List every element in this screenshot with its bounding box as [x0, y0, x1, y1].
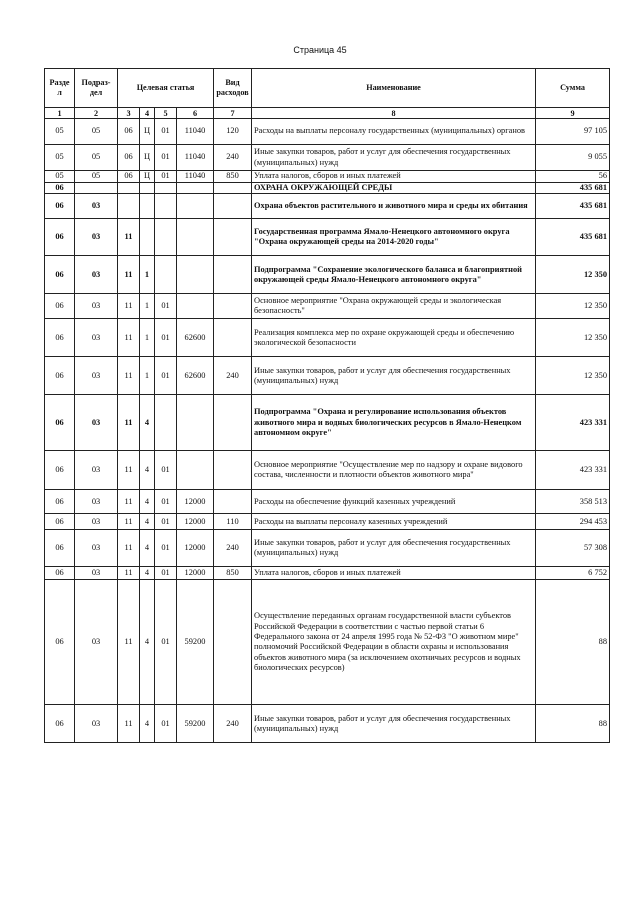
podrazdel-cell: 03 [75, 514, 118, 530]
table-row [45, 194, 610, 219]
activity-cell [155, 219, 177, 256]
subprogram-cell: 1 [140, 357, 155, 395]
item-name-cell: Иные закупки товаров, работ и услуг для обеспечения государственных (муниципальных) нужд [252, 705, 536, 743]
expense-type-cell [214, 451, 252, 490]
expense-type-cell [214, 256, 252, 294]
sum-cell: 6 752 [536, 567, 610, 580]
subprogram-cell: Ц [140, 171, 155, 183]
table-row [45, 490, 610, 514]
program-cell: 06 [118, 171, 140, 183]
program-cell: 11 [118, 219, 140, 256]
page-number: Страница 45 [293, 45, 347, 55]
header-podrazdel: Подраз-дел [75, 69, 118, 108]
item-name-cell: Расходы на обеспечение функций казенных учреждений [252, 490, 536, 514]
expense-type-cell: 240 [214, 357, 252, 395]
direction-cell: 62600 [177, 319, 214, 357]
header-name: Наименование [252, 69, 536, 108]
direction-cell: 12000 [177, 514, 214, 530]
activity-cell: 01 [155, 580, 177, 705]
header-row [45, 69, 610, 108]
activity-cell [155, 256, 177, 294]
podrazdel-cell: 03 [75, 490, 118, 514]
sum-cell: 57 308 [536, 530, 610, 567]
podrazdel-cell: 03 [75, 256, 118, 294]
column-number: 2 [75, 108, 118, 119]
podrazdel-cell: 03 [75, 194, 118, 219]
program-cell: 11 [118, 256, 140, 294]
razdel-cell: 06 [45, 256, 75, 294]
activity-cell: 01 [155, 319, 177, 357]
sum-cell: 435 681 [536, 194, 610, 219]
activity-cell [155, 194, 177, 219]
header-sum: Сумма [536, 69, 610, 108]
program-cell: 11 [118, 580, 140, 705]
column-number-row [45, 108, 610, 119]
razdel-cell: 06 [45, 705, 75, 743]
activity-cell [155, 395, 177, 451]
subprogram-cell: 4 [140, 567, 155, 580]
table-row [45, 705, 610, 743]
program-cell [118, 194, 140, 219]
item-name-cell: Расходы на выплаты персоналу государственных (муниципальных) органов [252, 119, 536, 145]
budget-table [44, 68, 610, 743]
column-number: 7 [214, 108, 252, 119]
subprogram-cell: 4 [140, 490, 155, 514]
table-row [45, 294, 610, 319]
podrazdel-cell: 03 [75, 705, 118, 743]
column-number: 1 [45, 108, 75, 119]
direction-cell: 11040 [177, 119, 214, 145]
program-cell: 11 [118, 357, 140, 395]
table-body [45, 119, 610, 743]
item-name-cell: Подпрограмма "Сохранение экологического баланса и благоприятной окружающей среды Ямало-Ненецкого автономного округа" [252, 256, 536, 294]
subprogram-cell: 4 [140, 705, 155, 743]
direction-cell: 11040 [177, 171, 214, 183]
column-number: 6 [177, 108, 214, 119]
program-cell: 11 [118, 567, 140, 580]
table-row [45, 530, 610, 567]
expense-type-cell: 110 [214, 514, 252, 530]
activity-cell: 01 [155, 705, 177, 743]
direction-cell: 12000 [177, 567, 214, 580]
razdel-cell: 05 [45, 145, 75, 171]
direction-cell [177, 194, 214, 219]
table-row [45, 219, 610, 256]
subprogram-cell [140, 194, 155, 219]
razdel-cell: 06 [45, 567, 75, 580]
activity-cell: 01 [155, 357, 177, 395]
program-cell: 11 [118, 294, 140, 319]
activity-cell: 01 [155, 119, 177, 145]
item-name-cell: Подпрограмма "Охрана и регулирование использования объектов животного мира и водных биологических ресурсов в Ямало-Ненецком автономном округе" [252, 395, 536, 451]
table-row [45, 256, 610, 294]
podrazdel-cell: 03 [75, 294, 118, 319]
expense-type-cell [214, 319, 252, 357]
razdel-cell: 06 [45, 530, 75, 567]
subprogram-cell: 1 [140, 256, 155, 294]
program-cell: 11 [118, 395, 140, 451]
razdel-cell: 06 [45, 490, 75, 514]
sum-cell: 56 [536, 171, 610, 183]
podrazdel-cell: 03 [75, 530, 118, 567]
direction-cell [177, 256, 214, 294]
sum-cell: 435 681 [536, 183, 610, 194]
table-row [45, 395, 610, 451]
program-cell: 06 [118, 145, 140, 171]
program-cell: 11 [118, 514, 140, 530]
razdel-cell: 06 [45, 319, 75, 357]
subprogram-cell: 4 [140, 580, 155, 705]
item-name-cell: ОХРАНА ОКРУЖАЮЩЕЙ СРЕДЫ [252, 183, 536, 194]
program-cell [118, 183, 140, 194]
subprogram-cell: Ц [140, 119, 155, 145]
program-cell: 11 [118, 319, 140, 357]
razdel-cell: 06 [45, 294, 75, 319]
activity-cell: 01 [155, 514, 177, 530]
program-cell: 11 [118, 451, 140, 490]
table-row [45, 183, 610, 194]
podrazdel-cell: 03 [75, 567, 118, 580]
sum-cell: 88 [536, 580, 610, 705]
sum-cell: 423 331 [536, 451, 610, 490]
item-name-cell: Основное мероприятие "Осуществление мер по надзору и охране видового состава, численности и плотности объектов животного мира" [252, 451, 536, 490]
column-number: 3 [118, 108, 140, 119]
podrazdel-cell: 05 [75, 171, 118, 183]
program-cell: 11 [118, 490, 140, 514]
razdel-cell: 06 [45, 194, 75, 219]
sum-cell: 12 350 [536, 357, 610, 395]
expense-type-cell [214, 490, 252, 514]
column-number: 8 [252, 108, 536, 119]
subprogram-cell: 4 [140, 514, 155, 530]
column-number: 4 [140, 108, 155, 119]
subprogram-cell: 1 [140, 294, 155, 319]
sum-cell: 12 350 [536, 319, 610, 357]
item-name-cell: Иные закупки товаров, работ и услуг для обеспечения государственных (муниципальных) нужд [252, 145, 536, 171]
item-name-cell: Осуществление переданных органам государственной власти субъектов Российской Федерации в соответствии с частью первой статьи 6 Федерального закона от 24 апреля 1995 года № 52-ФЗ "О животном мире" полномочий Российской Федерации в области охраны и использования объектов животного мира (за исключением охотничьих ресурсов и водных биологических ресурсов) [252, 580, 536, 705]
razdel-cell: 05 [45, 171, 75, 183]
podrazdel-cell: 05 [75, 119, 118, 145]
activity-cell: 01 [155, 145, 177, 171]
subprogram-cell [140, 219, 155, 256]
razdel-cell: 06 [45, 451, 75, 490]
item-name-cell: Реализация комплекса мер по охране окружающей среды и обеспечению экологической безопасности [252, 319, 536, 357]
expense-type-cell: 850 [214, 567, 252, 580]
activity-cell: 01 [155, 171, 177, 183]
activity-cell: 01 [155, 530, 177, 567]
item-name-cell: Уплата налогов, сборов и иных платежей [252, 171, 536, 183]
sum-cell: 97 105 [536, 119, 610, 145]
item-name-cell: Охрана объектов растительного и животного мира и среды их обитания [252, 194, 536, 219]
direction-cell: 59200 [177, 580, 214, 705]
expense-type-cell [214, 219, 252, 256]
activity-cell: 01 [155, 451, 177, 490]
podrazdel-cell: 05 [75, 145, 118, 171]
table-row [45, 171, 610, 183]
direction-cell: 59200 [177, 705, 214, 743]
razdel-cell: 06 [45, 219, 75, 256]
subprogram-cell [140, 183, 155, 194]
sum-cell: 9 055 [536, 145, 610, 171]
direction-cell [177, 294, 214, 319]
expense-type-cell: 240 [214, 705, 252, 743]
expense-type-cell [214, 294, 252, 319]
column-number: 9 [536, 108, 610, 119]
razdel-cell: 06 [45, 183, 75, 194]
direction-cell: 12000 [177, 530, 214, 567]
sum-cell: 423 331 [536, 395, 610, 451]
header-razdel: Разде л [45, 69, 75, 108]
podrazdel-cell: 03 [75, 319, 118, 357]
table-row [45, 451, 610, 490]
table-row [45, 119, 610, 145]
program-cell: 06 [118, 119, 140, 145]
column-number: 5 [155, 108, 177, 119]
expense-type-cell [214, 183, 252, 194]
expense-type-cell: 850 [214, 171, 252, 183]
razdel-cell: 06 [45, 514, 75, 530]
subprogram-cell: 4 [140, 451, 155, 490]
expense-type-cell [214, 194, 252, 219]
razdel-cell: 06 [45, 357, 75, 395]
direction-cell: 12000 [177, 490, 214, 514]
podrazdel-cell [75, 183, 118, 194]
expense-type-cell: 240 [214, 530, 252, 567]
subprogram-cell: 1 [140, 319, 155, 357]
activity-cell [155, 183, 177, 194]
razdel-cell: 06 [45, 395, 75, 451]
item-name-cell: Расходы на выплаты персоналу казенных учреждений [252, 514, 536, 530]
expense-type-cell [214, 395, 252, 451]
header-expense-type: Вид расходов [214, 69, 252, 108]
program-cell: 11 [118, 530, 140, 567]
item-name-cell: Уплата налогов, сборов и иных платежей [252, 567, 536, 580]
sum-cell: 358 513 [536, 490, 610, 514]
subprogram-cell: Ц [140, 145, 155, 171]
item-name-cell: Государственная программа Ямало-Ненецкого автономного округа "Охрана окружающей среды на 2014-2020 годы" [252, 219, 536, 256]
direction-cell [177, 219, 214, 256]
activity-cell: 01 [155, 294, 177, 319]
direction-cell: 62600 [177, 357, 214, 395]
expense-type-cell: 120 [214, 119, 252, 145]
activity-cell: 01 [155, 567, 177, 580]
sum-cell: 435 681 [536, 219, 610, 256]
subprogram-cell: 4 [140, 395, 155, 451]
sum-cell: 88 [536, 705, 610, 743]
direction-cell [177, 395, 214, 451]
table-row [45, 514, 610, 530]
sum-cell: 12 350 [536, 256, 610, 294]
subprogram-cell: 4 [140, 530, 155, 567]
direction-cell [177, 451, 214, 490]
podrazdel-cell: 03 [75, 580, 118, 705]
sum-cell: 12 350 [536, 294, 610, 319]
item-name-cell: Основное мероприятие "Охрана окружающей среды и экологическая безопасность" [252, 294, 536, 319]
table-row [45, 580, 610, 705]
razdel-cell: 05 [45, 119, 75, 145]
sum-cell: 294 453 [536, 514, 610, 530]
razdel-cell: 06 [45, 580, 75, 705]
expense-type-cell [214, 580, 252, 705]
table-row [45, 567, 610, 580]
table-row [45, 145, 610, 171]
activity-cell: 01 [155, 490, 177, 514]
podrazdel-cell: 03 [75, 219, 118, 256]
table-row [45, 319, 610, 357]
podrazdel-cell: 03 [75, 451, 118, 490]
podrazdel-cell: 03 [75, 395, 118, 451]
table-row [45, 357, 610, 395]
direction-cell [177, 183, 214, 194]
header-target-article: Целевая статья [118, 69, 214, 108]
item-name-cell: Иные закупки товаров, работ и услуг для обеспечения государственных (муниципальных) нужд [252, 357, 536, 395]
program-cell: 11 [118, 705, 140, 743]
podrazdel-cell: 03 [75, 357, 118, 395]
expense-type-cell: 240 [214, 145, 252, 171]
item-name-cell: Иные закупки товаров, работ и услуг для обеспечения государственных (муниципальных) нужд [252, 530, 536, 567]
direction-cell: 11040 [177, 145, 214, 171]
